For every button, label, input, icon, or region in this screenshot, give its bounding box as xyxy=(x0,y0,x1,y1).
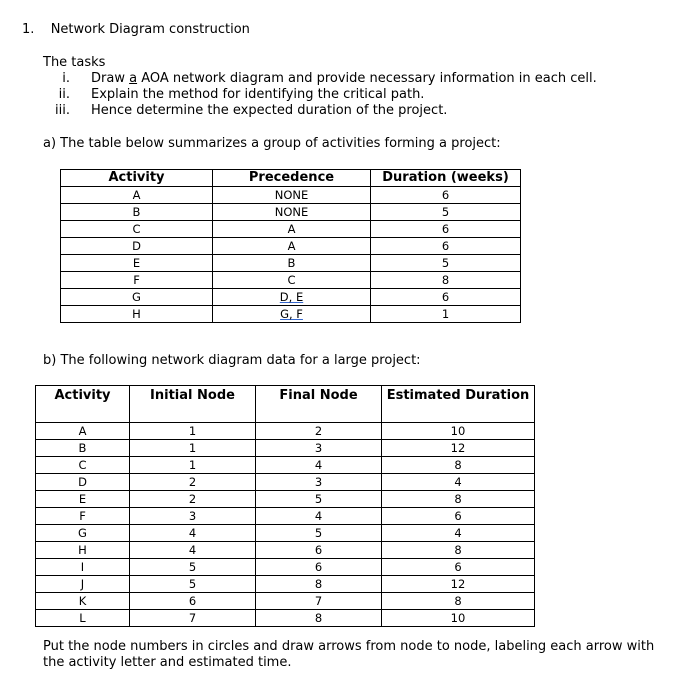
cell-final-node: 3 xyxy=(256,474,382,491)
cell-activity: C xyxy=(61,221,213,238)
table-row xyxy=(61,221,521,238)
cell-final-node: 8 xyxy=(256,610,382,627)
cell-activity: J xyxy=(36,576,130,593)
cell-duration: 6 xyxy=(371,289,521,306)
cell-precedence: B xyxy=(213,255,371,272)
cell-final-node: 5 xyxy=(256,525,382,542)
column-header-initial-node: Initial Node xyxy=(130,386,256,423)
network-data-table xyxy=(35,385,535,627)
table-row xyxy=(36,610,535,627)
table-row xyxy=(36,491,535,508)
table-row xyxy=(61,204,521,221)
cell-duration: 5 xyxy=(371,255,521,272)
cell-activity: G xyxy=(61,289,213,306)
section-title: Network Diagram construction xyxy=(50,22,250,37)
task-item xyxy=(50,87,650,103)
cell-precedence: NONE xyxy=(213,204,371,221)
table-row xyxy=(36,423,535,440)
task-number: ii. xyxy=(58,87,70,102)
cell-activity: K xyxy=(36,593,130,610)
cell-initial-node: 5 xyxy=(130,559,256,576)
cell-final-node: 5 xyxy=(256,491,382,508)
cell-final-node: 4 xyxy=(256,457,382,474)
cell-final-node: 6 xyxy=(256,559,382,576)
task-item xyxy=(50,71,650,87)
table-header-row xyxy=(36,386,535,423)
cell-initial-node: 2 xyxy=(130,474,256,491)
task-text: Draw a AOA network diagram and provide necessary information in each cell. xyxy=(91,71,597,86)
cell-initial-node: 1 xyxy=(130,457,256,474)
cell-estimated-duration: 4 xyxy=(382,474,535,491)
task-text: Explain the method for identifying the critical path. xyxy=(91,87,425,102)
cell-estimated-duration: 8 xyxy=(382,491,535,508)
table-row xyxy=(36,440,535,457)
cell-activity: H xyxy=(36,542,130,559)
cell-precedence: C xyxy=(213,272,371,289)
cell-estimated-duration: 6 xyxy=(382,508,535,525)
cell-initial-node: 7 xyxy=(130,610,256,627)
cell-activity: D xyxy=(61,238,213,255)
cell-precedence: G, F xyxy=(213,306,371,323)
table-row xyxy=(61,187,521,204)
cell-activity: B xyxy=(61,204,213,221)
cell-estimated-duration: 8 xyxy=(382,457,535,474)
cell-initial-node: 1 xyxy=(130,423,256,440)
table-row xyxy=(61,272,521,289)
tasks-title: The tasks xyxy=(43,55,106,70)
column-header-activity: Activity xyxy=(36,386,130,423)
activities-table xyxy=(60,169,521,323)
table-row xyxy=(36,559,535,576)
table-row xyxy=(36,457,535,474)
cell-duration: 6 xyxy=(371,187,521,204)
cell-final-node: 4 xyxy=(256,508,382,525)
section-number: 1. xyxy=(22,22,35,37)
cell-activity: F xyxy=(36,508,130,525)
cell-final-node: 3 xyxy=(256,440,382,457)
cell-estimated-duration: 4 xyxy=(382,525,535,542)
cell-estimated-duration: 8 xyxy=(382,542,535,559)
column-header-activity: Activity xyxy=(61,170,213,187)
cell-duration: 8 xyxy=(371,272,521,289)
cell-duration: 5 xyxy=(371,204,521,221)
section-heading xyxy=(22,22,250,37)
cell-initial-node: 4 xyxy=(130,542,256,559)
cell-initial-node: 4 xyxy=(130,525,256,542)
table-row xyxy=(61,238,521,255)
cell-activity: G xyxy=(36,525,130,542)
cell-estimated-duration: 8 xyxy=(382,593,535,610)
task-item xyxy=(50,103,650,119)
cell-initial-node: 3 xyxy=(130,508,256,525)
table-row xyxy=(61,289,521,306)
cell-activity: A xyxy=(36,423,130,440)
table-header-row xyxy=(61,170,521,187)
table-row xyxy=(36,474,535,491)
part-b-label: b) The following network diagram data for a large project: xyxy=(43,353,421,368)
table-row xyxy=(36,542,535,559)
table-row xyxy=(61,255,521,272)
cell-precedence: NONE xyxy=(213,187,371,204)
part-a-label: a) The table below summarizes a group of activities forming a project: xyxy=(43,136,501,151)
cell-activity: E xyxy=(36,491,130,508)
table-row xyxy=(36,576,535,593)
task-text: Hence determine the expected duration of the project. xyxy=(91,103,448,118)
column-header-estimated-duration: Estimated Duration xyxy=(382,386,535,423)
cell-duration: 6 xyxy=(371,221,521,238)
cell-activity: I xyxy=(36,559,130,576)
cell-initial-node: 2 xyxy=(130,491,256,508)
cell-activity: H xyxy=(61,306,213,323)
cell-activity: E xyxy=(61,255,213,272)
cell-precedence: A xyxy=(213,238,371,255)
table-row xyxy=(61,306,521,323)
cell-final-node: 7 xyxy=(256,593,382,610)
cell-precedence: A xyxy=(213,221,371,238)
cell-initial-node: 1 xyxy=(130,440,256,457)
table-row xyxy=(36,508,535,525)
cell-activity: F xyxy=(61,272,213,289)
column-header-precedence: Precedence xyxy=(213,170,371,187)
column-header-duration: Duration (weeks) xyxy=(371,170,521,187)
table-row xyxy=(36,593,535,610)
cell-final-node: 8 xyxy=(256,576,382,593)
table-row xyxy=(36,525,535,542)
cell-estimated-duration: 10 xyxy=(382,610,535,627)
cell-estimated-duration: 6 xyxy=(382,559,535,576)
cell-activity: L xyxy=(36,610,130,627)
cell-activity: D xyxy=(36,474,130,491)
cell-initial-node: 6 xyxy=(130,593,256,610)
task-number: iii. xyxy=(55,103,70,118)
cell-activity: C xyxy=(36,457,130,474)
cell-final-node: 2 xyxy=(256,423,382,440)
instructions-footer: Put the node numbers in circles and draw arrows from node to node, labeling each arrow with the activity letter and estimated time. xyxy=(43,639,655,670)
cell-precedence: D, E xyxy=(213,289,371,306)
cell-activity: A xyxy=(61,187,213,204)
cell-estimated-duration: 12 xyxy=(382,440,535,457)
cell-estimated-duration: 10 xyxy=(382,423,535,440)
cell-initial-node: 5 xyxy=(130,576,256,593)
cell-duration: 6 xyxy=(371,238,521,255)
cell-activity: B xyxy=(36,440,130,457)
task-number: i. xyxy=(62,71,70,86)
cell-estimated-duration: 12 xyxy=(382,576,535,593)
column-header-final-node: Final Node xyxy=(256,386,382,423)
cell-final-node: 6 xyxy=(256,542,382,559)
cell-duration: 1 xyxy=(371,306,521,323)
